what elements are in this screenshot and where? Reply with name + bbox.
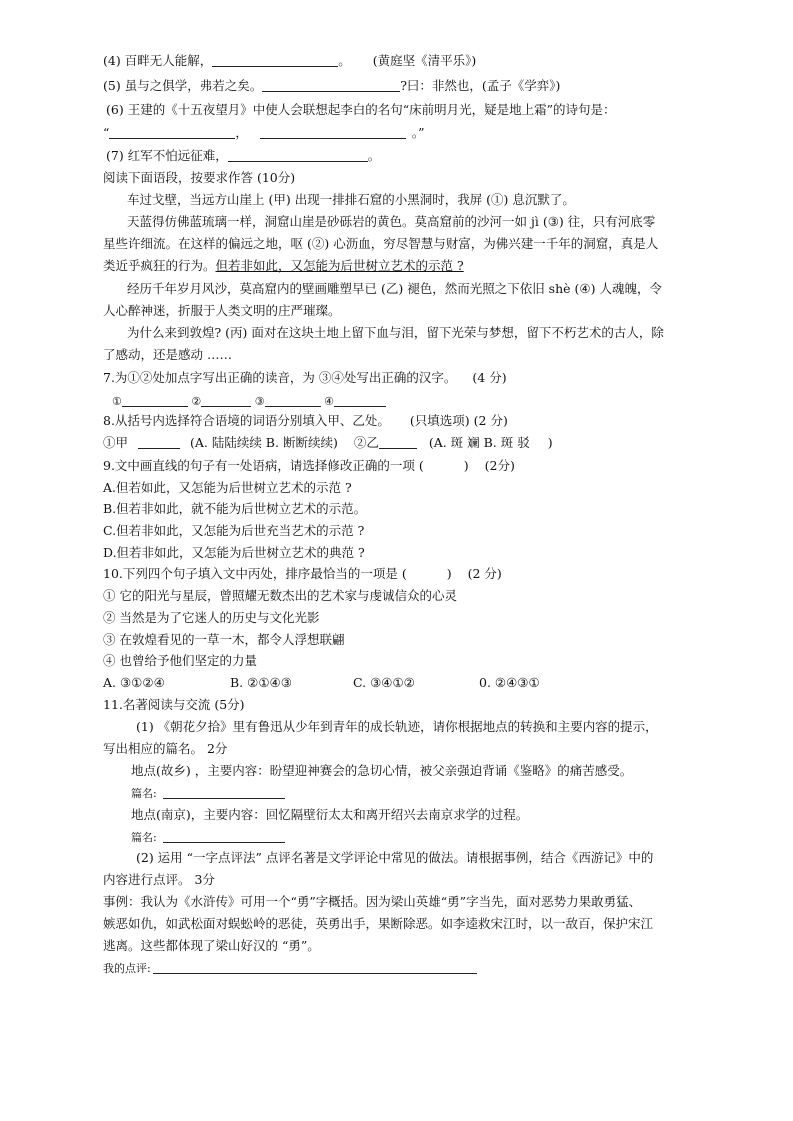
source-text: (黄庭坚《清平乐》) — [372, 53, 477, 68]
poem-q6-answer-line — [103, 124, 425, 142]
q11-part2-line-1: (2) 运用 “一字点评法” 点评名著是文学评论中常见的做法。请根据事例，结合《西游记》中的 — [136, 850, 654, 865]
mark-1: ① — [112, 395, 122, 408]
q10-score: (2 分) — [467, 566, 502, 581]
answer-blank-1[interactable] — [109, 125, 235, 139]
question-number: (5) — [103, 78, 121, 93]
answer-blank[interactable] — [228, 148, 368, 162]
quote-open: “ — [103, 125, 110, 140]
q10-item-3: ③ 在敦煌看见的一草一木，都令人浮想联翩 — [103, 632, 345, 647]
q11-example-line-3: 逃离。这些都体现了梁山好汉的 “勇”。 — [103, 938, 320, 953]
mark-4: ④ — [324, 395, 334, 408]
answer-blank-2[interactable] — [201, 393, 251, 407]
q8-options-a: (A. 陆陆续续 B. 断断续续) — [189, 435, 338, 450]
q8-label-b: ②乙 — [353, 435, 379, 450]
q11-title: 11.名著阅读与交流 (5分) — [103, 697, 245, 712]
reading-title: 阅读下面语段，按要求作答 (10分) — [103, 170, 296, 185]
q11-place-1: 地点(故乡) ，主要内容：盼望迎神赛会的急切心情，被父亲强迫背诵《鉴略》的痛苦感受。 — [131, 763, 633, 778]
underlined-sentence: 但若非如此，又怎能为后世树立艺术的示范 ? — [215, 258, 464, 273]
q10-item-1: ① 它的阳光与星辰，曾照耀无数杰出的艺术家与虔诚信众的心灵 — [103, 588, 457, 603]
pian-label: 篇名: — [131, 831, 157, 844]
question-number: (4) — [103, 53, 121, 68]
question-text: 百畔无人能解， — [124, 53, 213, 68]
q11-part1-line-2: 写出相应的篇名。 2分 — [103, 741, 228, 756]
answer-blank[interactable] — [262, 78, 400, 92]
q11-pian-2 — [131, 829, 285, 847]
q7-stem: 7.为①②处加点字写出正确的读音，为 ③④处写出正确的汉字。 — [103, 370, 457, 385]
q7-score: (4 分) — [472, 370, 507, 385]
answer-blank-3[interactable] — [265, 393, 321, 407]
q8-label-a: ①甲 — [103, 435, 129, 450]
poem-q7-line — [106, 147, 380, 165]
poem-q5-line — [103, 77, 560, 95]
q8-stem: 8.从括号内选择符合语境的词语分别填入甲、乙处。 — [103, 413, 390, 428]
q9-option-c[interactable]: C.但若非如此，又怎能为后世充当艺术的示范 ? — [103, 523, 365, 538]
q11-part1-line-1: (1) 《朝花夕拾》里有鲁迅从少年到青年的成长轨迹，请你根据地点的转换和主要内容的提示， — [136, 719, 658, 734]
q9-stem: 9.文中画直线的句子有一处语病，请选择修改正确的一项 ( — [103, 458, 424, 473]
mark-2: ② — [191, 395, 202, 408]
q10-item-2: ② 当然是为了它迷人的历史与文化光影 — [103, 610, 320, 625]
passage-paragraph-3-line-1: 经历千年岁月风沙，莫高窟内的壁画雕塑早已 (乙) 褪色，然而光照之下依旧 shè (④) 人魂魄，令 — [127, 281, 662, 296]
q10-choice-c[interactable]: C. ③④①② — [353, 675, 415, 690]
question-text: ?曰：非然也，(孟子《学弈》) — [400, 78, 561, 93]
passage-paragraph-4-line-2: 了感动，还是感动 …… — [103, 347, 232, 362]
answer-blank[interactable] — [163, 829, 285, 843]
q9-option-a[interactable]: A.但若如此，又怎能为后世树立艺术的示范 ? — [103, 480, 352, 495]
comment-blank[interactable] — [153, 960, 477, 974]
question-text: 王建的《十五夜望月》中使人会联想起李白的名句“床前明月光，疑是地上霜”的诗句是： — [127, 102, 616, 117]
q11-pian-1 — [131, 785, 285, 803]
poem-q6-line — [106, 101, 616, 119]
punct: ， — [235, 125, 248, 140]
q10-stem-line — [103, 565, 502, 583]
punct: 。 — [367, 148, 381, 163]
passage-paragraph-1: 车过戈壁，当远方山崖上 (甲) 出现一排排石窟的小黑洞时，我屏 (①) 息沉默了。 — [127, 192, 575, 207]
question-text: 红军不怕远征难， — [127, 148, 228, 163]
q8-options-b: (A. 斑 斓 B. 斑 驳 — [428, 435, 530, 450]
answer-blank-a[interactable] — [138, 435, 180, 449]
question-number: (7) — [106, 148, 124, 163]
q11-part2-line-2: 内容进行点评。 3分 — [103, 872, 215, 887]
q10-choice-b[interactable]: B. ②①④③ — [230, 675, 292, 690]
q11-example-line-2: 嫉恶如仇，如武松面对蜈蚣岭的恶徒，英勇出手，果断除恶。如李逵救宋江时，以一敌百，保护宋江 — [103, 916, 654, 931]
passage-paragraph-2-line-3 — [103, 257, 464, 275]
q7-stem-line — [103, 369, 507, 387]
passage-paragraph-2-line-2: 星些许细流。在这样的偏远之地，呕 (②) 心沥血，穷尽智慧与财富，为佛兴建一千年的洞窟，真是人 — [103, 236, 659, 251]
punct: ) — [547, 435, 553, 450]
q9-option-b[interactable]: B.但若非如此，就不能为后世树立艺术的示范。 — [103, 501, 367, 516]
q10-choice-d[interactable]: 0. ②④③① — [479, 675, 540, 690]
answer-blank-2[interactable] — [260, 125, 406, 139]
punct: ) — [463, 458, 469, 473]
quote-close: 。” — [411, 125, 425, 140]
answer-blank-1[interactable] — [122, 393, 188, 407]
passage-text: 类近乎疯狂的行为。 — [103, 258, 216, 273]
q10-choice-a[interactable]: A. ③①②④ — [103, 675, 165, 690]
passage-paragraph-3-line-2: 人心醉神迷，折服于人类文明的庄严璀璨。 — [103, 303, 341, 318]
q10-stem: 10.下列四个句子填入文中丙处，排序最恰当的一项是 ( — [103, 566, 407, 581]
comment-label: 我的点评: — [103, 962, 151, 975]
q11-example-line-1: 事例：我认为《水浒传》可用一个“勇”字概括。因为梁山英雄“勇”字当先，面对恶势力果敢勇猛、 — [103, 894, 642, 909]
passage-paragraph-2-line-1: 天蓝得仿佛蓝琉璃一样，洞窟山崖是砂砾岩的黄色。莫高窟前的沙河一如 jì (③) 往，只有河底零 — [127, 214, 656, 229]
passage-paragraph-4-line-1: 为什么来到敦煌? (丙) 面对在这块土地上留下血与泪，留下光荣与梦想，留下不朽艺术的古人，除 — [127, 325, 664, 340]
q11-my-comment — [103, 960, 477, 978]
q9-stem-line — [103, 457, 515, 475]
q11-place-2: 地点(南京)，主要内容：回忆隔壁衍太太和离开绍兴去南京求学的过程。 — [131, 807, 529, 822]
q9-score: (2分) — [484, 458, 515, 473]
q10-item-4: ④ 也曾给予他们坚定的力量 — [103, 653, 257, 668]
poem-q4-line — [103, 52, 476, 70]
q8-note: (只填选项) (2 分) — [409, 413, 508, 428]
punct: 。 — [338, 53, 351, 68]
answer-blank[interactable] — [212, 53, 338, 67]
punct: ) — [446, 566, 452, 581]
answer-blank-b[interactable] — [379, 435, 417, 449]
q9-option-d[interactable]: D.但若非如此，又怎能为后世树立艺术的典范 ? — [103, 545, 365, 560]
answer-blank-4[interactable] — [334, 393, 386, 407]
mark-3: ③ — [254, 395, 265, 408]
q8-stem-line — [103, 412, 508, 430]
pian-label: 篇名: — [131, 787, 157, 800]
answer-blank[interactable] — [163, 785, 285, 799]
q8-answer-line — [103, 434, 553, 452]
q7-answer-line — [112, 393, 386, 411]
question-text: 虽与之俱学，弗若之矣。 — [124, 78, 263, 93]
question-number: (6) — [106, 102, 124, 117]
